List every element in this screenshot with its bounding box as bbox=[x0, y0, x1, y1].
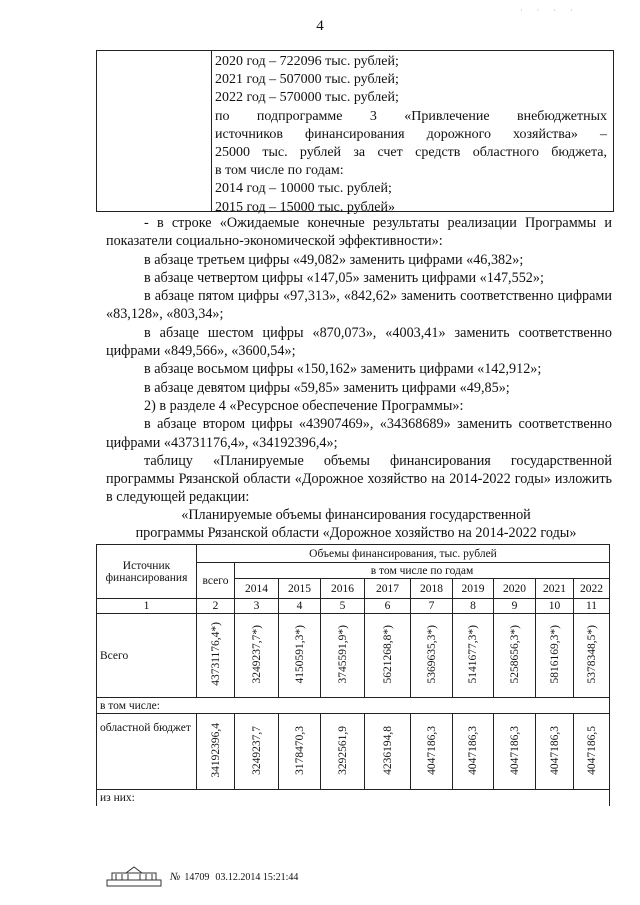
document-datetime: 03.12.2014 15:21:44 bbox=[215, 871, 299, 883]
cell-line: по подпрограмме 3 «Привлечение внебюджетных bbox=[215, 108, 607, 124]
value-text: 3249237,7*) bbox=[250, 624, 263, 684]
table-row-regional bbox=[97, 714, 610, 790]
header-year: 2021 bbox=[536, 579, 574, 599]
value-text: 43731176,4*) bbox=[209, 622, 222, 686]
document-number: 14709 bbox=[184, 871, 210, 883]
column-number: 9 bbox=[494, 599, 536, 614]
signature-mark: № bbox=[170, 871, 181, 883]
row-label-total: Всего bbox=[97, 614, 197, 698]
value-cell bbox=[235, 614, 279, 698]
value-text: 3292561,9 bbox=[336, 725, 349, 775]
value-cell bbox=[321, 614, 365, 698]
value-text: 5621268,8*) bbox=[381, 624, 394, 684]
value-text: 4047186,3 bbox=[548, 725, 561, 775]
continuation-cell bbox=[215, 53, 607, 217]
paragraph: - в строке «Ожидаемые конечные результаты реализации Программы и показатели социально-экономической эффективности»: bbox=[106, 215, 612, 250]
cell-line: 2022 год – 570000 тыс. рублей; bbox=[215, 90, 399, 106]
header-year: 2018 bbox=[411, 579, 453, 599]
table-title-line: программы Рязанской области «Дорожное хозяйство на 2014-2022 годы» bbox=[135, 525, 577, 542]
value-cell bbox=[574, 714, 610, 790]
value-cell bbox=[494, 614, 536, 698]
value-cell bbox=[321, 714, 365, 790]
value-text: 5378348,5*) bbox=[585, 624, 598, 684]
table-divider bbox=[211, 51, 212, 211]
column-number: 6 bbox=[365, 599, 411, 614]
government-building-logo bbox=[106, 866, 162, 888]
column-number: 2 bbox=[197, 599, 235, 614]
value-text: 34192396,4 bbox=[209, 722, 222, 778]
paragraph: в абзаце девятом цифры «59,85» заменить цифрами «49,85»; bbox=[144, 379, 510, 396]
value-cell bbox=[574, 614, 610, 698]
value-text: 5258656,3*) bbox=[508, 624, 521, 684]
column-number: 4 bbox=[279, 599, 321, 614]
value-cell bbox=[453, 614, 494, 698]
value-cell bbox=[536, 714, 574, 790]
cell-line: 2020 год – 722096 тыс. рублей; bbox=[215, 54, 399, 69]
value-text: 5369635,3*) bbox=[425, 624, 438, 684]
value-cell bbox=[197, 714, 235, 790]
value-cell bbox=[279, 714, 321, 790]
column-number: 8 bbox=[453, 599, 494, 614]
cell-line: 2021 год – 507000 тыс. рублей; bbox=[215, 72, 399, 88]
amendment-text bbox=[106, 214, 612, 507]
value-text: 5141677,3*) bbox=[467, 624, 479, 684]
cell-line: 25000 тыс. рублей за счет средств областного бюджета, bbox=[215, 145, 607, 161]
column-number: 3 bbox=[235, 599, 279, 614]
value-cell bbox=[536, 614, 574, 698]
cell-line: 2014 год – 10000 тыс. рублей; bbox=[215, 181, 392, 197]
cell-line: 2015 год – 15000 тыс. рублей» bbox=[215, 199, 395, 215]
continuation-table bbox=[96, 50, 614, 215]
including-label: в том числе: bbox=[97, 698, 610, 714]
value-text: 4236194,8 bbox=[381, 725, 394, 775]
value-text: 5816169,3*) bbox=[548, 624, 561, 684]
header-year: 2022 bbox=[574, 579, 610, 599]
value-cell bbox=[279, 614, 321, 698]
financing-table bbox=[96, 544, 610, 806]
value-cell bbox=[411, 714, 453, 790]
cell-line: источников финансирования дорожного хозяйства» – bbox=[215, 126, 607, 142]
value-cell bbox=[453, 714, 494, 790]
of-them-label: из них: bbox=[97, 790, 610, 806]
header-year: 2020 bbox=[494, 579, 536, 599]
value-cell bbox=[411, 614, 453, 698]
paragraph: в абзаце третьем цифры «49,082» заменить цифрами «46,382»; bbox=[144, 251, 524, 268]
column-number: 10 bbox=[536, 599, 574, 614]
value-text: 4047186,3 bbox=[425, 725, 438, 775]
cell-line: в том числе по годам: bbox=[215, 163, 344, 179]
column-number: 7 bbox=[411, 599, 453, 614]
value-text: 4047186,3 bbox=[508, 725, 521, 775]
value-cell bbox=[235, 714, 279, 790]
header-year: 2017 bbox=[365, 579, 411, 599]
table-title bbox=[96, 506, 616, 543]
header-year: 2019 bbox=[453, 579, 494, 599]
header-year: 2015 bbox=[279, 579, 321, 599]
header-year: 2016 bbox=[321, 579, 365, 599]
paragraph: в абзаце шестом цифры «870,073», «4003,41» заменить соответственно цифрами «849,566», «3600,54»; bbox=[106, 324, 612, 360]
value-cell bbox=[197, 614, 235, 698]
page-number: 4 bbox=[316, 18, 324, 34]
paragraph: таблицу «Планируемые объемы финансирования государственной программы Рязанской области «Дорожное хозяйство на 2014-2022 годы» изложить в следующей редакции: bbox=[106, 452, 612, 506]
table-row-total bbox=[97, 614, 610, 698]
value-text: 4047186,3 bbox=[467, 725, 479, 775]
header-by-years: в том числе по годам bbox=[235, 563, 610, 579]
value-cell bbox=[365, 614, 411, 698]
paragraph: в абзаце восьмом цифры «150,162» заменить цифрами «142,912»; bbox=[144, 361, 542, 378]
paragraph: в абзаце четвертом цифры «147,05» заменить цифрами «147,552»; bbox=[144, 269, 544, 286]
header-year: 2014 bbox=[235, 579, 279, 599]
footer-stamp bbox=[106, 866, 298, 888]
column-number: 1 bbox=[97, 599, 197, 614]
scan-specks: · · · · bbox=[520, 6, 579, 15]
paragraph: в абзаце пятом цифры «97,313», «842,62» заменить соответственно цифрами «83,128», «803,34»; bbox=[106, 288, 612, 323]
column-number: 5 bbox=[321, 599, 365, 614]
value-text: 3249237,7 bbox=[250, 725, 263, 775]
value-text: 4150591,3*) bbox=[293, 624, 306, 684]
header-volumes: Объемы финансирования, тыс. рублей bbox=[197, 545, 610, 563]
header-total: всего bbox=[197, 563, 235, 599]
value-text: 3745591,9*) bbox=[336, 624, 349, 684]
value-text: 4047186,5 bbox=[585, 725, 598, 775]
value-text: 3178470,3 bbox=[293, 725, 306, 775]
value-cell bbox=[494, 714, 536, 790]
paragraph: 2) в разделе 4 «Ресурсное обеспечение Программы»: bbox=[144, 397, 464, 414]
row-label-regional: областной бюджет bbox=[97, 714, 197, 790]
header-source: Источник финансирования bbox=[97, 545, 197, 599]
column-number: 11 bbox=[574, 599, 610, 614]
paragraph: в абзаце втором цифры «43907469», «34368689» заменить соответственно цифрами «43731176,4», «34192396,4»; bbox=[106, 416, 612, 451]
value-cell bbox=[365, 714, 411, 790]
table-title-line: «Планируемые объемы финансирования государственной bbox=[181, 507, 531, 523]
